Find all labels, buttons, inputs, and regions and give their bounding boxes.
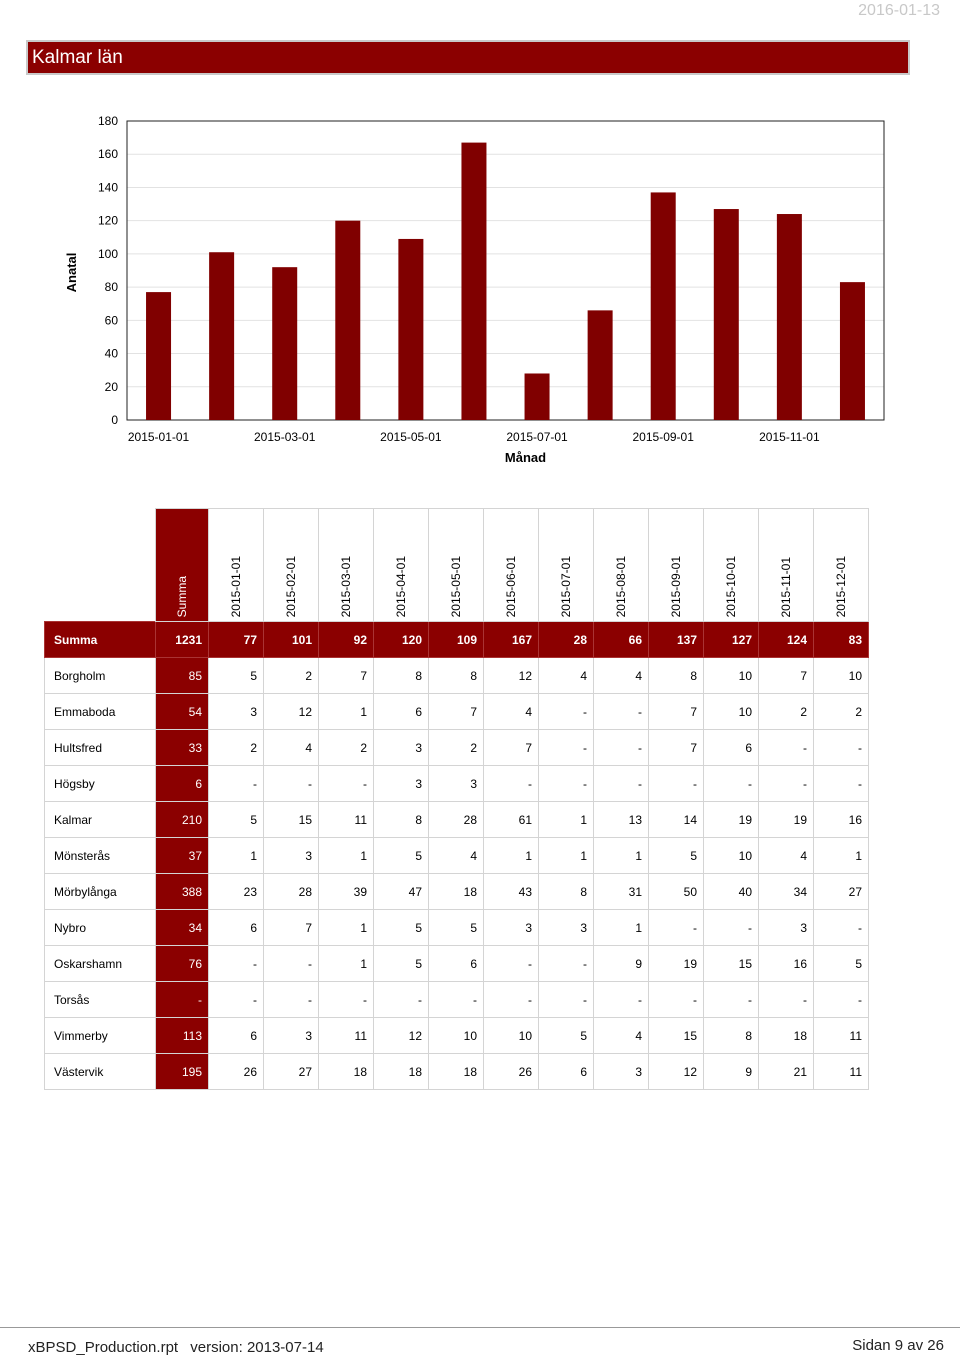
bar-2015-12-01 (840, 282, 865, 420)
table-cell: 3 (209, 694, 264, 730)
table-cell: 12 (649, 1054, 704, 1090)
y-tick-label: 0 (111, 413, 118, 427)
table-row (45, 658, 869, 694)
table-cell: 43 (484, 874, 539, 910)
table-cell: 4 (429, 838, 484, 874)
table-cell: - (649, 982, 704, 1018)
table-cell: 8 (374, 802, 429, 838)
table-cell: 4 (759, 838, 814, 874)
row-name: Kalmar (45, 802, 156, 838)
column-header-2015-02-01-label: 2015-02-01 (284, 555, 298, 617)
row-name: Summa (45, 622, 156, 658)
table-cell: - (594, 982, 649, 1018)
table-cell: - (484, 982, 539, 1018)
table-cell: 3 (264, 1018, 319, 1054)
table-cell: - (539, 946, 594, 982)
column-header-summa-label: Summa (175, 575, 189, 617)
table-cell: - (319, 982, 374, 1018)
table-body (45, 622, 869, 1090)
table-cell: 1 (484, 838, 539, 874)
column-header-2015-03-01-label: 2015-03-01 (339, 555, 353, 617)
table-cell: - (539, 694, 594, 730)
column-header-2015-11-01 (759, 509, 814, 622)
x-tick-label: 2015-11-01 (759, 430, 820, 444)
table-cell: 7 (264, 910, 319, 946)
row-total: 388 (156, 874, 209, 910)
table-cell: - (594, 694, 649, 730)
table-cell: 1 (814, 838, 869, 874)
row-name: Högsby (45, 766, 156, 802)
column-header-2015-10-01-label: 2015-10-01 (724, 555, 738, 617)
table-cell: - (814, 910, 869, 946)
table-cell: 7 (484, 730, 539, 766)
table-cell: - (704, 766, 759, 802)
table-cell: - (649, 910, 704, 946)
table-corner (45, 509, 156, 622)
table-cell: - (429, 982, 484, 1018)
table-cell: 8 (429, 658, 484, 694)
x-tick-label: 2015-03-01 (254, 430, 316, 444)
row-total: 54 (156, 694, 209, 730)
column-header-2015-11-01-label: 2015-11-01 (779, 556, 793, 617)
table-cell: - (594, 766, 649, 802)
column-header-2015-05-01 (429, 509, 484, 622)
table-cell: 137 (649, 622, 704, 658)
table-cell: 2 (264, 658, 319, 694)
table-cell: - (539, 766, 594, 802)
table-cell: 8 (374, 658, 429, 694)
table-cell: - (759, 730, 814, 766)
table-cell: 6 (209, 1018, 264, 1054)
table-cell: 9 (704, 1054, 759, 1090)
x-tick-label: 2015-01-01 (127, 430, 190, 444)
column-header-2015-10-01 (704, 509, 759, 622)
table-cell: 1 (539, 802, 594, 838)
row-name: Torsås (45, 982, 156, 1018)
table-cell: 5 (374, 946, 429, 982)
table-cell: - (814, 730, 869, 766)
column-header-2015-12-01 (814, 509, 869, 622)
row-name: Mönsterås (45, 838, 156, 874)
row-name: Oskarshamn (45, 946, 156, 982)
table-cell: 61 (484, 802, 539, 838)
y-tick-label: 40 (104, 346, 118, 361)
table-cell: 3 (484, 910, 539, 946)
table-cell: - (374, 982, 429, 1018)
column-header-summa (156, 509, 209, 622)
table-cell: 7 (759, 658, 814, 694)
table-cell: 4 (539, 658, 594, 694)
table-cell: 1 (319, 838, 374, 874)
x-tick-label: 2015-09-01 (632, 430, 694, 444)
table-header-row (45, 509, 869, 622)
table-cell: 5 (209, 802, 264, 838)
y-axis-title: Anatal (64, 252, 79, 293)
table-cell: 66 (594, 622, 649, 658)
table-cell: 11 (814, 1054, 869, 1090)
table-cell: 12 (264, 694, 319, 730)
table-cell: 2 (429, 730, 484, 766)
table-row (45, 730, 869, 766)
table-cell: 8 (539, 874, 594, 910)
table-cell: - (264, 766, 319, 802)
table-cell: 3 (594, 1054, 649, 1090)
table-cell: 26 (209, 1054, 264, 1090)
table-cell: 18 (759, 1018, 814, 1054)
table-cell: - (649, 766, 704, 802)
table-cell: 50 (649, 874, 704, 910)
table-cell: 4 (594, 658, 649, 694)
row-name: Vimmerby (45, 1018, 156, 1054)
row-name: Hultsfred (45, 730, 156, 766)
row-name: Emmaboda (45, 694, 156, 730)
table-cell: 2 (209, 730, 264, 766)
footer-page-number: Sidan 9 av 26 (852, 1337, 944, 1354)
footer-divider (0, 1327, 960, 1328)
table-cell: 4 (484, 694, 539, 730)
row-name: Borgholm (45, 658, 156, 694)
table-cell: 10 (484, 1018, 539, 1054)
table-cell: - (319, 766, 374, 802)
table-cell: 1 (209, 838, 264, 874)
table-cell: 167 (484, 622, 539, 658)
table-cell: 12 (484, 658, 539, 694)
row-name: Västervik (45, 1054, 156, 1090)
table-cell: - (209, 766, 264, 802)
column-header-2015-01-01-label: 2015-01-01 (229, 555, 243, 617)
bar-2015-04-01 (335, 221, 360, 420)
table-cell: - (759, 982, 814, 1018)
row-name: Mörbylånga (45, 874, 156, 910)
table-cell: 16 (814, 802, 869, 838)
table-cell: 1 (594, 910, 649, 946)
bar-2015-05-01 (398, 239, 423, 420)
table-cell: 11 (319, 1018, 374, 1054)
table-cell: 31 (594, 874, 649, 910)
row-name: Nybro (45, 910, 156, 946)
bar-2015-03-01 (272, 267, 297, 420)
column-header-2015-03-01 (319, 509, 374, 622)
table-cell: 5 (209, 658, 264, 694)
column-header-2015-05-01-label: 2015-05-01 (449, 555, 463, 617)
table-cell: 6 (704, 730, 759, 766)
table-cell: 18 (319, 1054, 374, 1090)
bar-2015-08-01 (588, 310, 613, 420)
footer-version: version: 2013-07-14 (190, 1339, 324, 1356)
table-cell: 1 (319, 946, 374, 982)
y-tick-label: 20 (104, 379, 118, 394)
table-cell: 8 (649, 658, 704, 694)
row-total: 6 (156, 766, 209, 802)
table-cell: 5 (814, 946, 869, 982)
x-tick-label: 2015-07-01 (506, 430, 568, 444)
table-cell: 3 (759, 910, 814, 946)
table-cell: 10 (429, 1018, 484, 1054)
table-cell: - (484, 766, 539, 802)
plot-frame (127, 121, 884, 420)
column-header-2015-08-01 (594, 509, 649, 622)
table-cell: 15 (649, 1018, 704, 1054)
x-axis-title: Månad (504, 450, 547, 465)
table-row (45, 622, 869, 658)
row-total: 1231 (156, 622, 209, 658)
page-title: Kalmar län (32, 47, 123, 68)
y-tick-label: 140 (97, 180, 118, 195)
column-header-2015-09-01-label: 2015-09-01 (669, 555, 683, 617)
table-cell: 7 (649, 694, 704, 730)
table-cell: 40 (704, 874, 759, 910)
table-cell: 11 (814, 1018, 869, 1054)
monthly-bar-chart (0, 100, 960, 480)
table-row (45, 982, 869, 1018)
table-cell: - (264, 982, 319, 1018)
table-cell: 10 (704, 658, 759, 694)
table-cell: 127 (704, 622, 759, 658)
table-cell: - (539, 982, 594, 1018)
column-header-2015-06-01-label: 2015-06-01 (504, 555, 518, 617)
table-cell: 2 (814, 694, 869, 730)
y-tick-label: 120 (97, 213, 118, 228)
footer-report-file: xBPSD_Production.rpt (28, 1339, 179, 1356)
row-total: 34 (156, 910, 209, 946)
bar-2015-07-01 (525, 373, 550, 420)
table-cell: 6 (429, 946, 484, 982)
table-cell: 1 (319, 694, 374, 730)
table-cell: 92 (319, 622, 374, 658)
table-row (45, 910, 869, 946)
table-cell: 3 (374, 766, 429, 802)
table-row (45, 874, 869, 910)
table-cell: - (209, 982, 264, 1018)
table-cell: 11 (319, 802, 374, 838)
report-date: 2016-01-13 (858, 2, 940, 19)
bar-2015-11-01 (777, 214, 802, 420)
table-cell: 3 (539, 910, 594, 946)
table-cell: 34 (759, 874, 814, 910)
table-cell: 28 (539, 622, 594, 658)
table-cell: 4 (264, 730, 319, 766)
table-cell: 27 (264, 1054, 319, 1090)
table-cell: 3 (429, 766, 484, 802)
table-cell: 15 (704, 946, 759, 982)
table-cell: - (264, 946, 319, 982)
table-cell: 120 (374, 622, 429, 658)
table-cell: 19 (649, 946, 704, 982)
column-header-2015-07-01 (539, 509, 594, 622)
table-cell: 7 (429, 694, 484, 730)
row-total: 37 (156, 838, 209, 874)
row-total: - (156, 982, 209, 1018)
y-tick-label: 60 (104, 313, 118, 328)
table-cell: 4 (594, 1018, 649, 1054)
column-header-2015-07-01-label: 2015-07-01 (559, 555, 573, 617)
table-cell: 7 (319, 658, 374, 694)
row-total: 33 (156, 730, 209, 766)
table-cell: - (484, 946, 539, 982)
table-cell: 18 (374, 1054, 429, 1090)
table-cell: 1 (319, 910, 374, 946)
column-header-2015-01-01 (209, 509, 264, 622)
table-cell: 16 (759, 946, 814, 982)
table-row (45, 802, 869, 838)
column-header-2015-08-01-label: 2015-08-01 (614, 555, 628, 617)
column-header-2015-02-01 (264, 509, 319, 622)
bar-2015-10-01 (714, 209, 739, 420)
bar-2015-01-01 (146, 292, 171, 420)
table-cell: - (814, 982, 869, 1018)
table-cell: 12 (374, 1018, 429, 1054)
bar-2015-06-01 (461, 143, 486, 420)
footer-left (28, 1339, 332, 1356)
table-cell: 1 (539, 838, 594, 874)
table-cell: 3 (374, 730, 429, 766)
y-tick-label: 160 (97, 147, 118, 162)
table-cell: 28 (429, 802, 484, 838)
row-total: 85 (156, 658, 209, 694)
column-header-2015-12-01-label: 2015-12-01 (834, 555, 848, 617)
table-cell: 101 (264, 622, 319, 658)
data-table (44, 508, 869, 1090)
table-row (45, 838, 869, 874)
table-cell: 83 (814, 622, 869, 658)
table-cell: 5 (539, 1018, 594, 1054)
table-cell: 39 (319, 874, 374, 910)
row-total: 210 (156, 802, 209, 838)
table-cell: 2 (319, 730, 374, 766)
table-cell: 1 (594, 838, 649, 874)
table-row (45, 1018, 869, 1054)
table-cell: 47 (374, 874, 429, 910)
table-cell: 27 (814, 874, 869, 910)
table-cell: 14 (649, 802, 704, 838)
y-tick-label: 180 (97, 114, 118, 128)
page-title-bar (26, 40, 910, 75)
row-total: 113 (156, 1018, 209, 1054)
table-cell: 7 (649, 730, 704, 766)
y-tick-label: 100 (97, 246, 118, 261)
table-row (45, 766, 869, 802)
table-cell: 23 (209, 874, 264, 910)
table-cell: 77 (209, 622, 264, 658)
table-cell: 124 (759, 622, 814, 658)
column-header-2015-04-01 (374, 509, 429, 622)
table-cell: - (209, 946, 264, 982)
table-row (45, 946, 869, 982)
table-cell: 5 (374, 838, 429, 874)
column-header-2015-09-01 (649, 509, 704, 622)
y-tick-label: 80 (104, 280, 118, 295)
table-cell: 5 (429, 910, 484, 946)
table-cell: - (814, 766, 869, 802)
table-cell: 19 (704, 802, 759, 838)
table-cell: 6 (539, 1054, 594, 1090)
table-cell: 18 (429, 874, 484, 910)
table-cell: 5 (649, 838, 704, 874)
bar-2015-09-01 (651, 192, 676, 420)
table-cell: 9 (594, 946, 649, 982)
table-cell: 19 (759, 802, 814, 838)
table-cell: 6 (209, 910, 264, 946)
table-cell: - (704, 910, 759, 946)
table-cell: 109 (429, 622, 484, 658)
table-cell: 28 (264, 874, 319, 910)
table-cell: 10 (704, 838, 759, 874)
bar-2015-02-01 (209, 252, 234, 420)
table-cell: - (759, 766, 814, 802)
column-header-2015-06-01 (484, 509, 539, 622)
table-row (45, 694, 869, 730)
row-total: 195 (156, 1054, 209, 1090)
table-cell: 5 (374, 910, 429, 946)
table-cell: - (539, 730, 594, 766)
table-cell: 21 (759, 1054, 814, 1090)
table-row (45, 1054, 869, 1090)
column-header-2015-04-01-label: 2015-04-01 (394, 555, 408, 617)
table-cell: 10 (814, 658, 869, 694)
table-cell: 15 (264, 802, 319, 838)
table-cell: 18 (429, 1054, 484, 1090)
table-cell: 10 (704, 694, 759, 730)
table-cell: - (704, 982, 759, 1018)
table-cell: 2 (759, 694, 814, 730)
table-cell: 8 (704, 1018, 759, 1054)
table-cell: 3 (264, 838, 319, 874)
table-cell: 26 (484, 1054, 539, 1090)
table-cell: 13 (594, 802, 649, 838)
row-total: 76 (156, 946, 209, 982)
table-cell: - (594, 730, 649, 766)
x-tick-label: 2015-05-01 (380, 430, 442, 444)
table-cell: 6 (374, 694, 429, 730)
